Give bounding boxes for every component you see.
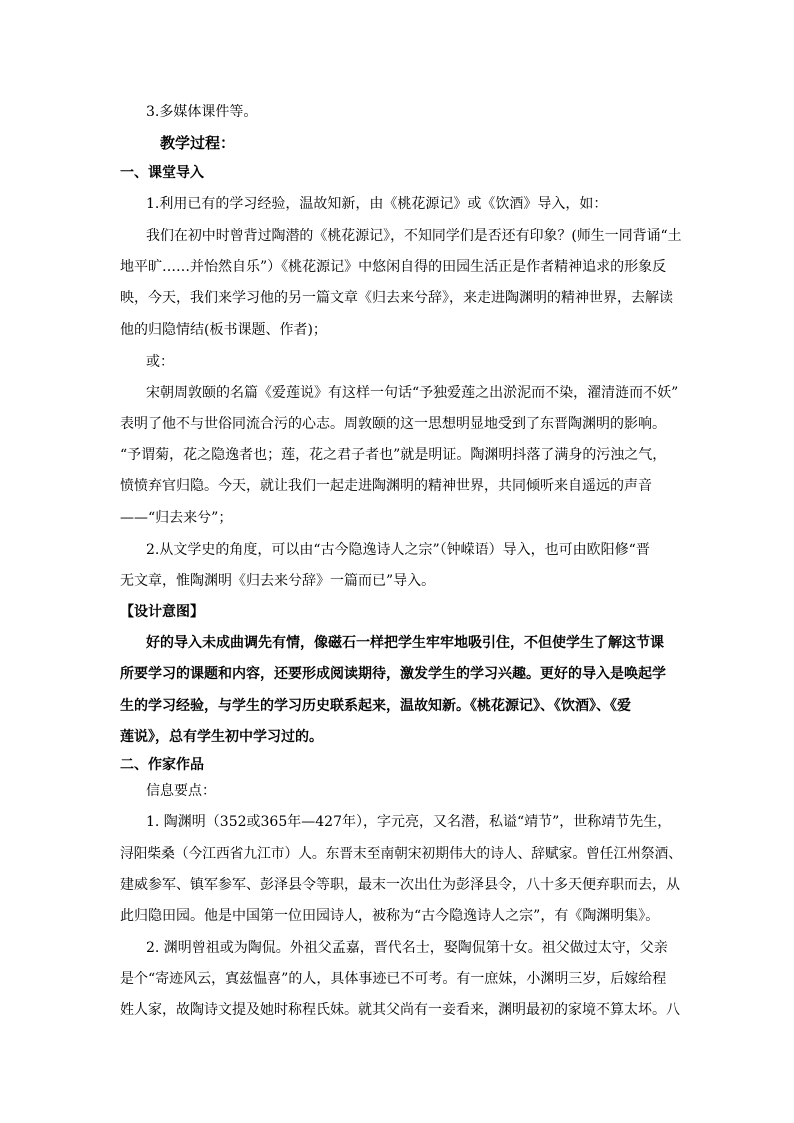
materials-item-3: 3.多媒体课件等。 [146,104,258,120]
paragraph-line: 地平旷……并怡然自乐”）《桃花源记》中悠闲自得的田园生活正是作者精神追求的形象反 [120,259,667,275]
paragraph-line: 愤愤弃官归隐。今天，就让我们一起走进陶渊明的精神世界，共同倾听来自遥远的声音 [120,478,652,494]
section-heading-teaching-process: 教学过程： [160,134,236,152]
heading-classroom-intro: 一、课堂导入 [120,165,204,181]
paragraph-line: 或： [146,354,174,370]
paragraph-line: 此归隐田园。他是中国第一位田园诗人，被称为“古今隐逸诗人之宗”，有《陶渊明集》。 [120,908,660,924]
paragraph-line: 1.利用已有的学习经验，温故知新，由《桃花源记》或《饮酒》导入，如： [146,196,608,212]
design-intent-line: 所要学习的课题和内容，还要形成阅读期待，激发学生的学习兴趣。更好的导入是唤起学 [120,666,666,682]
paragraph-line: 映，今天，我们来学习他的另一篇文章《归去来兮辞》，来走进陶渊明的精神世界，去解读 [120,290,673,306]
paragraph-line: ——“归去来兮”； [120,510,233,526]
paragraph-line: 他的归隐情结(板书课题、作者)； [120,322,327,338]
paragraph-line: 建威参军、镇军参军、彭泽县令等职，最末一次出仕为彭泽县令，八十多天便弃职而去，从 [120,877,680,893]
design-intent-line: 生的学习经验，与学生的学习历史联系起来，温故知新。《桃花源记》、《饮酒》、《爱 [120,698,631,714]
heading-author-works: 二、作家作品 [120,757,204,773]
paragraph-line: 是个“寄迹风云，寘兹愠喜”的人，具体事迹已不可考。有一庶妹，小渊明三岁，后嫁给程 [120,971,667,987]
paragraph-line: 2. 渊明曾祖或为陶侃。外祖父孟嘉，晋代名士，娶陶侃第十女。祖父做过太守，父亲 [146,940,668,956]
paragraph-line: 无文章，惟陶渊明《归去来兮辞》一篇而已”导入。 [120,573,436,589]
paragraph-line: 2.从文学史的角度，可以由“古今隐逸诗人之宗”（钟嵘语）导入，也可由欧阳修“晋 [146,542,650,558]
paragraph-line: 宋朝周敦颐的名篇《爱莲说》有这样一句话“予独爱莲之出淤泥而不染，濯清涟而不妖” [146,385,679,401]
paragraph-line: 我们在初中时曾背过陶潜的《桃花源记》，不知同学们是否还有印象？(师生一同背诵“土 [146,228,682,244]
paragraph-line: “予谓菊，花之隐逸者也；莲，花之君子者也”就是明证。陶渊明抖落了满身的污浊之气， [120,447,667,463]
paragraph-line: 姓人家，故陶诗文提及她时称程氏妹。就其父尚有一妾看来，渊明最初的家境不算太坏。八 [120,1002,680,1018]
heading-design-intent: 【设计意图】 [120,604,204,620]
paragraph-line: 1. 陶渊明（352或365年—427年），字元亮，又名潜，私谥“靖节”，世称靖节先生， [146,814,672,830]
design-intent-line: 莲说》，总有学生初中学习过的。 [120,729,323,745]
paragraph-line: 信息要点： [146,783,216,799]
paragraph-line: 浔阳柴桑（今江西省九江市）人。东晋末至南朝宋初期伟大的诗人、辞赋家。曾任江州祭酒、 [120,846,683,862]
paragraph-line: 表明了他不与世俗同流合污的心志。周敦颐的这一思想明显地受到了东晋陶渊明的影响。 [120,416,666,432]
design-intent-line: 好的导入未成曲调先有情，像磁石一样把学生牢牢地吸引住，不但使学生了解这节课 [146,635,664,651]
